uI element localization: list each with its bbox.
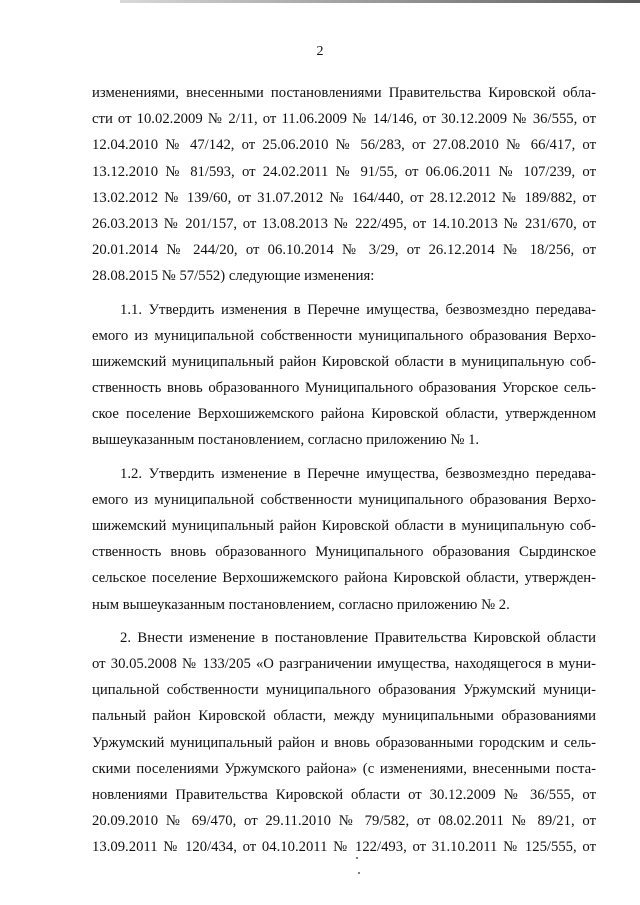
text-line: 1.1. Утвердить изменения в Перечне имущества, безвозмездно передава- bbox=[120, 301, 596, 318]
text-line: сти от 10.02.2009 № 2/11, от 11.06.2009 № 14/146, от 30.12.2009 № 36/555, от bbox=[92, 111, 596, 128]
text-line: 13.12.2010 № 81/593, от 24.02.2011 № 91/55, от 06.06.2011 № 107/239, от bbox=[92, 163, 596, 180]
text-line: емого из муниципальной собственности муниципального образования Верхо- bbox=[92, 491, 596, 508]
text-line: 13.09.2011 № 120/434, от 04.10.2011 № 122/493, от 31.10.2011 № 125/555, от bbox=[92, 839, 596, 856]
paragraph bbox=[92, 80, 596, 290]
paragraph bbox=[92, 461, 596, 618]
paragraph bbox=[92, 625, 596, 861]
text-line: Уржумский муниципальный район и вновь образованными городским и сель- bbox=[92, 734, 596, 751]
paragraph bbox=[92, 297, 596, 454]
text-line: пальный район Кировской области, между муниципальными образованиями bbox=[92, 708, 596, 725]
text-line: ственность вновь образованного Муниципального образования Угорское сель- bbox=[92, 380, 596, 397]
text-line: ным вышеуказанным постановлением, согласно приложению № 2. bbox=[92, 596, 510, 613]
text-line: 26.03.2013 № 201/157, от 13.08.2013 № 222/495, от 14.10.2013 № 231/670, от bbox=[92, 215, 596, 232]
text-line: изменениями, внесенными постановлениями Правительства Кировской обла- bbox=[92, 85, 596, 101]
text-line: от 30.05.2008 № 133/205 «О разграничении имущества, находящегося в муни- bbox=[92, 655, 596, 672]
text-line: 2. Внести изменение в постановление Правительства Кировской области bbox=[120, 629, 596, 646]
text-line: сельское поселение Верхошижемского района Кировской области, утвержден- bbox=[92, 570, 596, 587]
scan-speck bbox=[356, 857, 358, 859]
text-line: 20.09.2010 № 69/470, от 29.11.2010 № 79/582, от 08.02.2011 № 89/21, от bbox=[92, 813, 596, 830]
text-line: 28.08.2015 № 57/552) следующие изменения: bbox=[92, 268, 375, 285]
document-body bbox=[92, 80, 596, 867]
text-line: шижемский муниципальный район Кировской области в муниципальную соб- bbox=[92, 353, 596, 370]
text-line: вышеуказанным постановлением, согласно приложению № 1. bbox=[92, 432, 480, 449]
scan-top-edge bbox=[120, 0, 640, 3]
text-line: скими поселениями Уржумского района» (с изменениями, внесенными поста- bbox=[92, 760, 596, 777]
page-number: 2 bbox=[316, 44, 324, 59]
text-line: 12.04.2010 № 47/142, от 25.06.2010 № 56/283, от 27.08.2010 № 66/417, от bbox=[92, 137, 596, 154]
text-line: шижемский муниципальный район Кировской области в муниципальную соб- bbox=[92, 518, 596, 534]
scan-speck bbox=[358, 872, 360, 874]
text-line: новлениями Правительства Кировской области от 30.12.2009 № 36/555, от bbox=[92, 786, 596, 803]
text-line: ципальной собственности муниципального образования Уржумский муници- bbox=[92, 682, 596, 699]
text-line: ственность вновь образованного Муниципального образования Сырдинское bbox=[92, 544, 596, 561]
text-line: ское поселение Верхошижемского района Кировской области, утвержденном bbox=[92, 406, 596, 423]
text-line: емого из муниципальной собственности муниципального образования Верхо- bbox=[92, 327, 596, 344]
text-line: 1.2. Утвердить изменение в Перечне имущества, безвозмездно передава- bbox=[120, 465, 596, 482]
text-line: 20.01.2014 № 244/20, от 06.10.2014 № 3/29, от 26.12.2014 № 18/256, от bbox=[92, 242, 596, 259]
text-line: 13.02.2012 № 139/60, от 31.07.2012 № 164/440, от 28.12.2012 № 189/882, от bbox=[92, 189, 596, 206]
